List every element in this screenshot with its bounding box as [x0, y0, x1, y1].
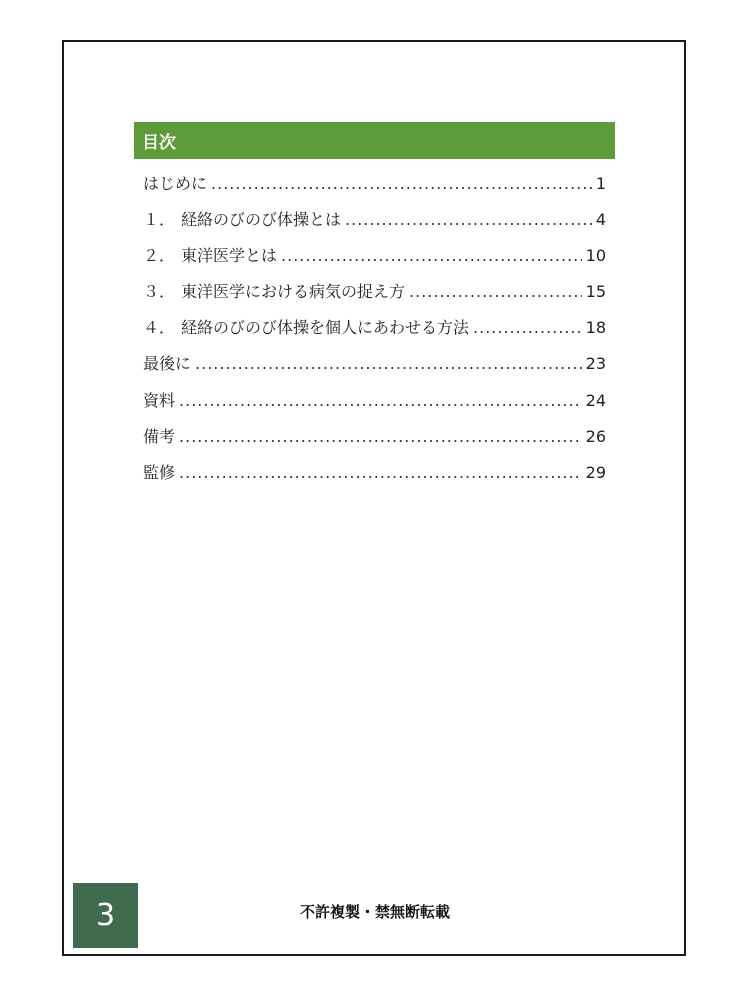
toc-dot-leader [409, 274, 582, 310]
toc-dot-leader [179, 455, 582, 491]
toc-entry-chapter-1[interactable] [143, 202, 606, 238]
toc-entry-chapter-4[interactable] [143, 310, 606, 346]
page-number: 3 [95, 898, 116, 933]
toc-entry-page: 18 [585, 318, 606, 338]
toc-dot-leader [281, 238, 582, 274]
toc-entry-notes[interactable] [143, 419, 606, 455]
toc-entry-page: 26 [585, 426, 606, 446]
toc-entry-page: 29 [585, 462, 606, 482]
toc-dot-leader [179, 419, 582, 455]
page-number-badge [73, 883, 138, 948]
toc-entry-number: １． [143, 210, 176, 230]
toc-entry-title: 東洋医学とは [181, 246, 278, 266]
toc-entry-title: 経絡のびのび体操を個人にあわせる方法 [181, 318, 470, 338]
toc-entry-page: 10 [585, 246, 606, 266]
toc-entry-conclusion[interactable] [143, 346, 606, 382]
toc-list [143, 166, 606, 491]
toc-entry-title: 東洋医学における病気の捉え方 [181, 282, 406, 302]
toc-heading: 目次 [142, 133, 176, 153]
toc-entry-number: ２． [143, 246, 176, 266]
toc-dot-leader [179, 383, 582, 419]
toc-dot-leader [195, 346, 582, 382]
toc-entry-introduction[interactable] [143, 166, 606, 202]
toc-entry-number: ３． [143, 282, 176, 302]
toc-entry-supervision[interactable] [143, 455, 606, 491]
toc-entry-title: はじめに [143, 174, 208, 193]
toc-entry-chapter-3[interactable] [143, 274, 606, 310]
toc-entry-title: 最後に [143, 354, 192, 374]
toc-entry-title: 備考 [143, 426, 176, 446]
copyright-notice: 不許複製・禁無断転載 [299, 903, 450, 921]
toc-entry-page: 24 [585, 390, 606, 410]
toc-entry-title: 資料 [143, 390, 176, 410]
toc-entry-title: 監修 [143, 462, 176, 482]
toc-entry-page: 15 [585, 282, 606, 302]
toc-dot-leader [345, 202, 592, 238]
toc-entry-number: ４． [143, 318, 176, 338]
toc-entry-page: 23 [585, 354, 606, 374]
toc-entry-materials[interactable] [143, 383, 606, 419]
toc-entry-page: 1 [595, 174, 606, 193]
toc-entry-page: 4 [595, 210, 606, 230]
toc-entry-chapter-2[interactable] [143, 238, 606, 274]
toc-heading-bar [134, 122, 615, 159]
toc-entry-title: 経絡のびのび体操とは [181, 210, 342, 230]
toc-dot-leader [473, 310, 582, 346]
toc-dot-leader [211, 166, 592, 202]
